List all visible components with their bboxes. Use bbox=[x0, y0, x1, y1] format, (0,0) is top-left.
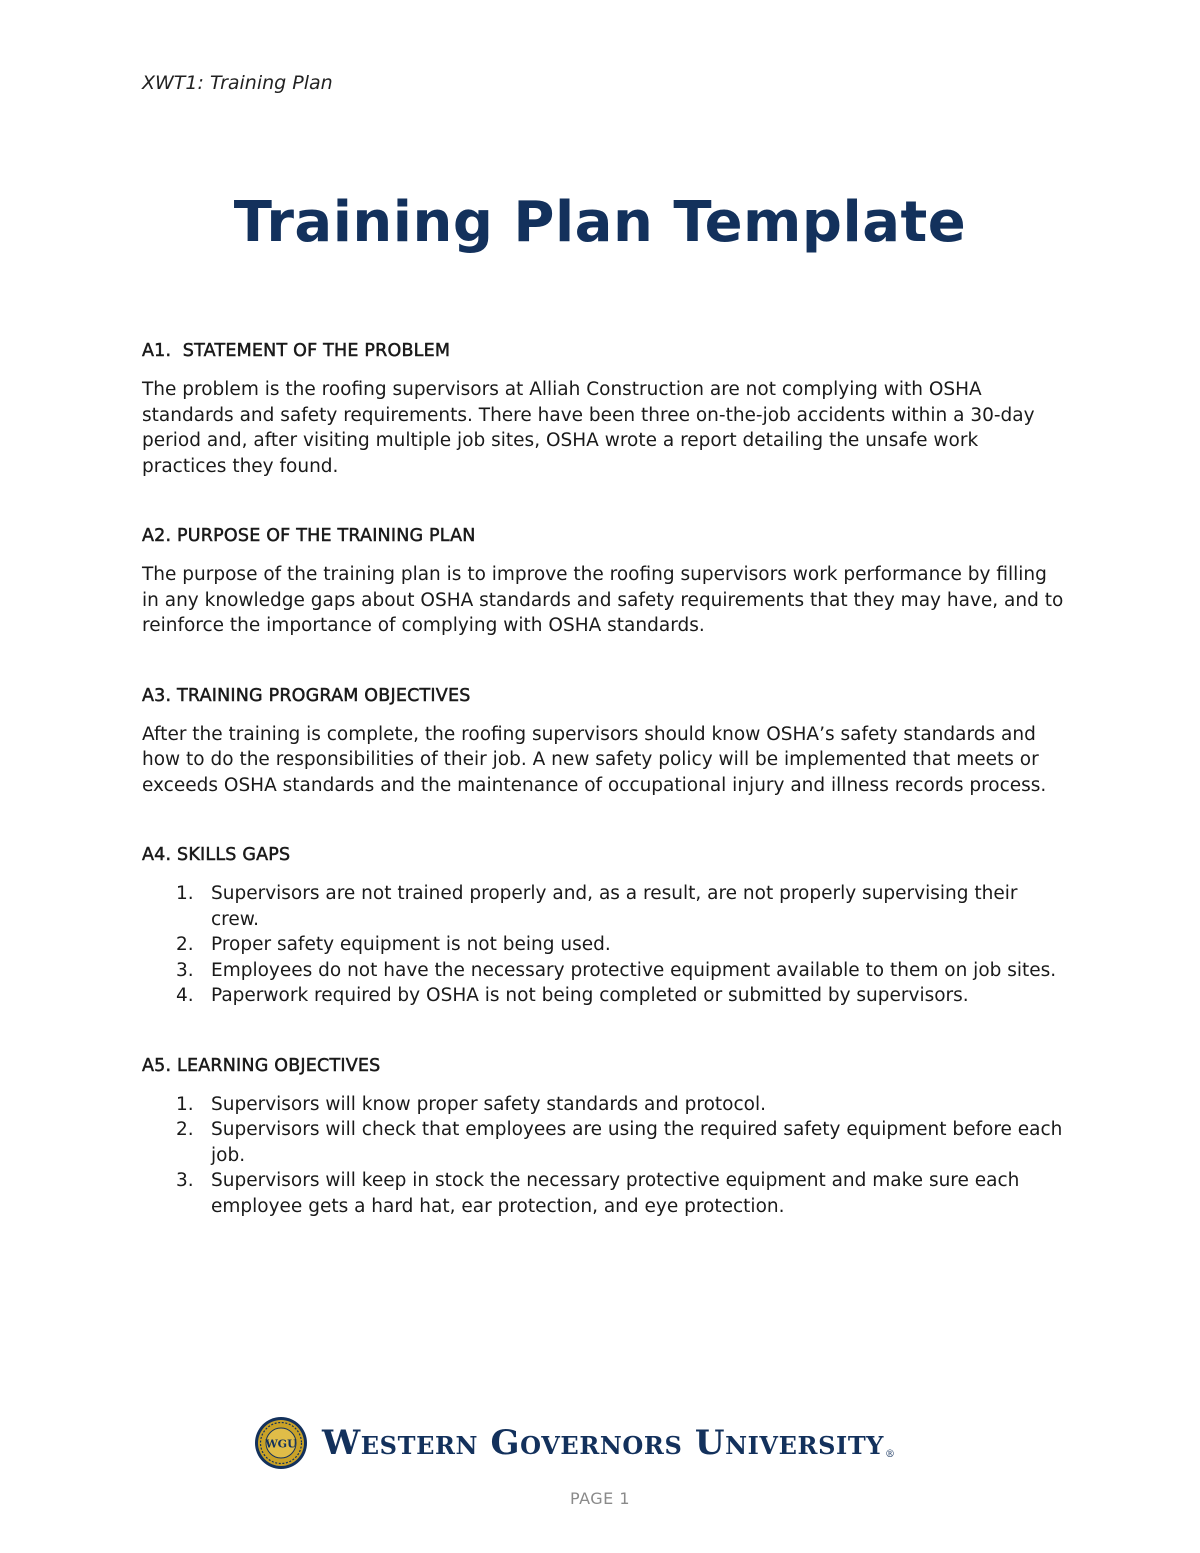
list-number: 3. bbox=[176, 959, 194, 981]
list-item bbox=[142, 881, 1067, 932]
university-logo bbox=[254, 1412, 896, 1474]
learning-objectives-list bbox=[142, 1092, 1067, 1220]
list-item-text: Supervisors will know proper safety standards and protocol. bbox=[211, 1093, 766, 1115]
section-a2 bbox=[142, 525, 1067, 639]
section-paragraph: After the training is complete, the roofing supervisors should know OSHA’s safety standards and how to do the responsibilities of their job. A new safety policy will be implemented that meets or exceeds OSHA standards and the maintenance of occupational injury and illness records process. bbox=[142, 723, 1047, 796]
section-heading: A1. STATEMENT OF THE PROBLEM bbox=[142, 341, 451, 361]
section-a3 bbox=[142, 685, 1067, 799]
list-item-text: Paperwork required by OSHA is not being completed or submitted by supervisors. bbox=[211, 985, 969, 1006]
list-number: 1. bbox=[176, 883, 194, 904]
list-number: 4. bbox=[176, 985, 194, 1006]
section-a1 bbox=[142, 340, 1067, 479]
document-body bbox=[142, 340, 1067, 1219]
section-paragraph: The problem is the roofing supervisors at Alliah Construction are not complying with OSHA standards and safety requirements. There have been three on-the-job accidents within a 30-day period and, after visiting multiple job sites, OSHA wrote a report detailing the unsafe work practices they found. bbox=[142, 379, 1035, 477]
document-title: Training Plan Template bbox=[233, 190, 967, 255]
list-number: 3. bbox=[176, 1170, 194, 1191]
seal-initials: WGU bbox=[265, 1437, 297, 1451]
running-header: XWT1: Training Plan bbox=[142, 72, 333, 94]
page-number: PAGE 1 bbox=[569, 1489, 631, 1508]
list-item bbox=[142, 958, 1067, 984]
section-heading: A3. TRAINING PROGRAM OBJECTIVES bbox=[142, 685, 471, 706]
logo-text: Western Governors University bbox=[322, 1423, 885, 1463]
list-number: 2. bbox=[176, 934, 194, 955]
list-number: 2. bbox=[176, 1119, 194, 1140]
list-item-text: Proper safety equipment is not being used. bbox=[211, 934, 611, 955]
skills-gaps-list bbox=[142, 881, 1067, 1009]
list-item bbox=[142, 1168, 1067, 1219]
list-item-text: Supervisors are not trained properly and, as a result, are not properly supervising their crew. bbox=[211, 883, 1018, 930]
list-item bbox=[142, 1117, 1067, 1168]
list-item bbox=[142, 1092, 1067, 1118]
section-heading: A2. PURPOSE OF THE TRAINING PLAN bbox=[142, 526, 476, 546]
list-item-text: Supervisors will check that employees are using the required safety equipment before each job. bbox=[211, 1119, 1063, 1166]
university-seal-icon bbox=[254, 1416, 308, 1470]
list-item bbox=[142, 932, 1067, 958]
registered-mark: ® bbox=[885, 1449, 896, 1460]
section-heading: A4. SKILLS GAPS bbox=[142, 845, 291, 865]
list-item bbox=[142, 983, 1067, 1009]
section-a4 bbox=[142, 844, 1067, 1009]
list-item-text: Employees do not have the necessary protective equipment available to them on job sites. bbox=[211, 959, 1057, 981]
section-a5 bbox=[142, 1055, 1067, 1220]
logo-wordmark bbox=[322, 1423, 896, 1463]
list-item-text: Supervisors will keep in stock the necessary protective equipment and make sure each employee gets a hard hat, ear protection, and eye protection. bbox=[211, 1170, 1020, 1217]
list-number: 1. bbox=[176, 1093, 194, 1115]
section-heading: A5. LEARNING OBJECTIVES bbox=[142, 1055, 381, 1076]
section-paragraph: The purpose of the training plan is to improve the roofing supervisors work performance by filling in any knowledge gaps about OSHA standards and safety requirements that they may have, and to reinforce the importance of complying with OSHA standards. bbox=[142, 564, 1064, 636]
